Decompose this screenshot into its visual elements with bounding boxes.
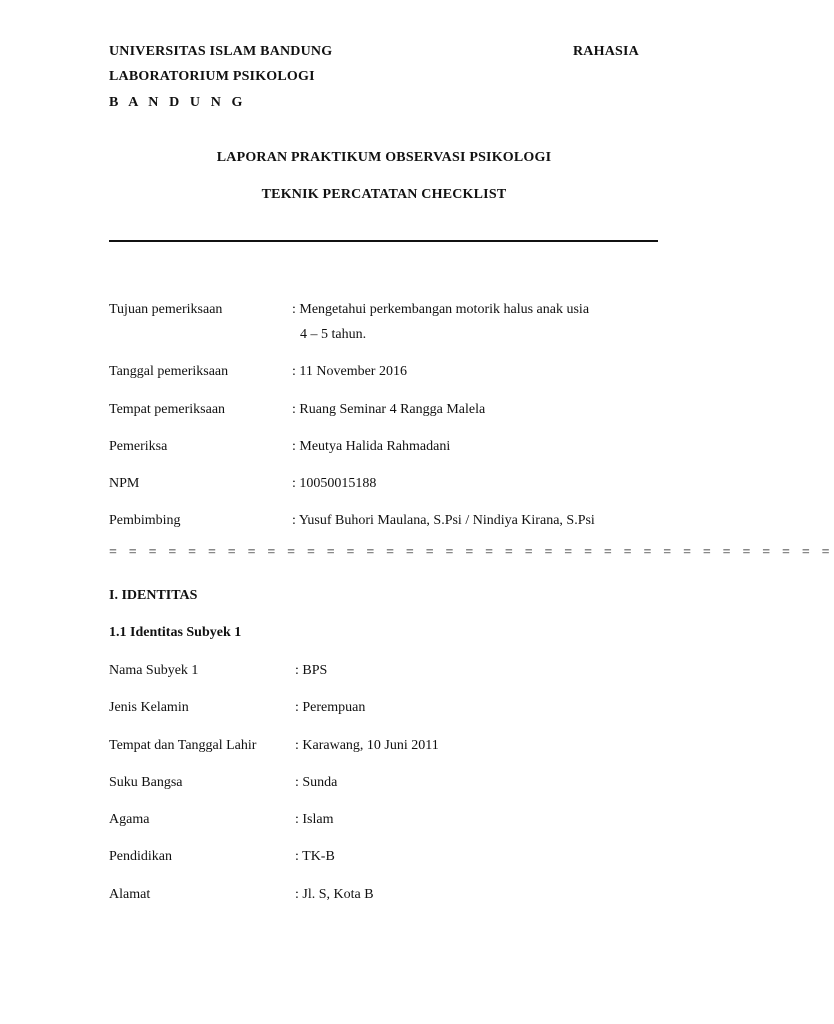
section-heading: I. IDENTITAS — [109, 588, 198, 603]
subject-label-gender: Jenis Kelamin — [109, 700, 189, 715]
subject-value-birth: : Karawang, 10 Juni 2011 — [295, 738, 439, 753]
info-label-npm: NPM — [109, 476, 140, 491]
subject-label-address: Alamat — [109, 887, 151, 902]
subject-label-birth: Tempat dan Tanggal Lahir — [109, 738, 257, 753]
classification-label: RAHASIA — [573, 44, 639, 59]
university-name: UNIVERSITAS ISLAM BANDUNG — [109, 44, 333, 59]
subject-value-education: : TK-B — [295, 849, 335, 864]
info-value-place: : Ruang Seminar 4 Rangga Malela — [292, 402, 486, 417]
report-title: LAPORAN PRAKTIKUM OBSERVASI PSIKOLOGI — [216, 150, 552, 165]
subject-value-name: : BPS — [295, 663, 328, 678]
info-label-supervisor: Pembimbing — [109, 513, 181, 528]
info-value-examiner: : Meutya Halida Rahmadani — [292, 439, 451, 454]
info-value-supervisor: : Yusuf Buhori Maulana, S.Psi / Nindiya Kirana, S.Psi — [292, 513, 595, 528]
info-label-purpose: Tujuan pemeriksaan — [109, 302, 223, 317]
subject-label-religion: Agama — [109, 812, 150, 827]
subject-label-ethnicity: Suku Bangsa — [109, 775, 183, 790]
info-label-date: Tanggal pemeriksaan — [109, 364, 229, 379]
subject-label-name: Nama Subyek 1 — [109, 663, 199, 678]
info-value-npm: : 10050015188 — [292, 476, 377, 491]
subject-value-address: : Jl. S, Kota B — [295, 887, 374, 902]
subject-value-gender: : Perempuan — [295, 700, 366, 715]
section-subheading: 1.1 Identitas Subyek 1 — [109, 625, 242, 640]
info-label-examiner: Pemeriksa — [109, 439, 168, 454]
title-divider — [109, 240, 658, 242]
subject-label-education: Pendidikan — [109, 849, 172, 864]
city-name: B A N D U N G — [109, 95, 247, 110]
info-label-place: Tempat pemeriksaan — [109, 402, 226, 417]
report-subtitle: TEKNIK PERCATATAN CHECKLIST — [261, 187, 507, 202]
subject-value-religion: : Islam — [295, 812, 334, 827]
lab-name: LABORATORIUM PSIKOLOGI — [109, 69, 315, 84]
info-value-date: : 11 November 2016 — [292, 364, 407, 379]
info-value-purpose-cont: 4 – 5 tahun. — [300, 327, 367, 342]
separator-line: = = = = = = = = = = = = = = = = = = = = = = = = = = = = = = = = = = = = = — [109, 545, 834, 560]
info-value-purpose: : Mengetahui perkembangan motorik halus anak usia — [292, 302, 590, 317]
subject-value-ethnicity: : Sunda — [295, 775, 338, 790]
